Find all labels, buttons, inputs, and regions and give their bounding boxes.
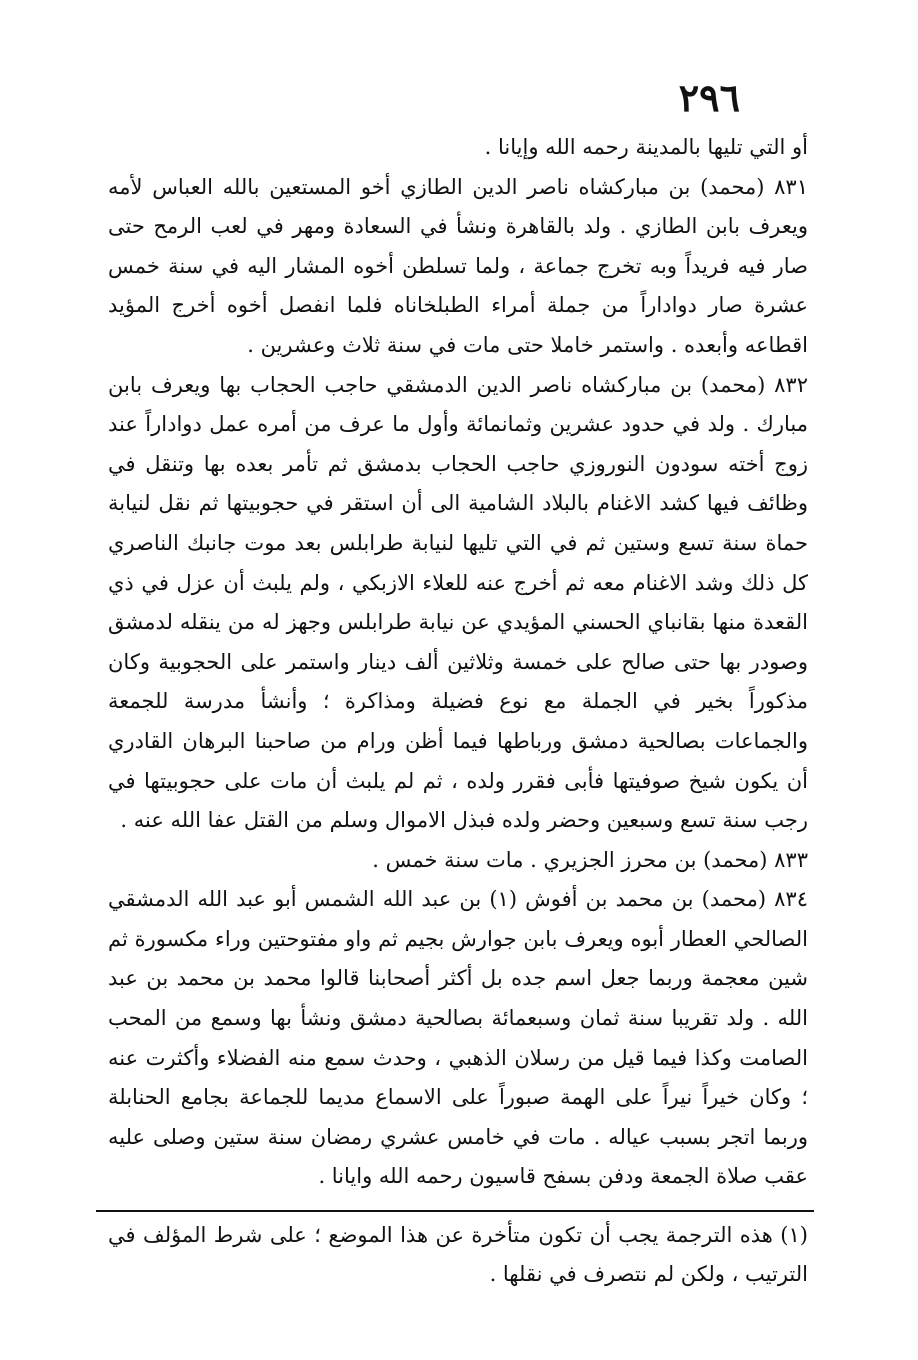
footnotes	[108, 1216, 808, 1294]
footnote-divider	[96, 1210, 814, 1212]
entry-831: ٨٣١ (محمد) بن مباركشاه ناصر الدين الطازي أخو المستعين بالله العباس لأمه ويعرف بابن الطازي . ولد بالقاهرة ونشأ في السعادة ومهر في لعب الرمح حتى صار فيه فريداً وبه تخرج جماعة ، ولما تسلطن أخوه المشار اليه في سنة خمس عشرة صار دواداراً من جملة أمراء الطبلخاناه فلما انفصل أخوه أخرج المؤيد اقطاعه وأبعده . واستمر خاملا حتى مات في سنة ثلاث وعشرين .	[108, 174, 808, 357]
entry-833: ٨٣٣ (محمد) بن محرز الجزيري . مات سنة خمس .	[372, 847, 808, 872]
entry-832: ٨٣٢ (محمد) بن مباركشاه ناصر الدين الدمشقي حاجب الحجاب بها ويعرف بابن مبارك . ولد في حدود عشرين وثمانمائة وأول ما عرف من أمره عمل دواداراً عند زوج أخته سودون النوروزي حاجب الحجاب بدمشق ثم تأمر بعده بها وتنقل في وظائف فيها كشد الاغنام بالبلاد الشامية الى أن استقر في حجوبيتها ثم نقل لنيابة حماة سنة تسع وستين ثم في التي تليها لنيابة طرابلس بعد موت جانبك الناصري كل ذلك وشد الاغنام معه ثم أخرج عنه للعلاء الازبكي ، ولم يلبث أن عزل في ذي القعدة منها بقانباي الحسني المؤيدي عن نيابة طرابلس وجهز له من ينقله لدمشق وصودر بها حتى صالح على خمسة وثلاثين ألف دينار واستمر على الحجوبية وكان مذكوراً بخير في الجملة مع نوع فضيلة ومذاكرة ؛ وأنشأ مدرسة للجمعة والجماعات بصالحية دمشق ورباطها فيما أظن ورام من صاحبنا البرهان القادري أن يكون شيخ صوفيتها فأبى فقرر ولده ، ثم لم يلبث أن مات على حجوبيتها في رجب سنة تسع وسبعين وحضر ولده فبذل الاموال وسلم من القتل عفا الله عنه .	[108, 372, 808, 833]
footnote-1: (١) هذه الترجمة يجب أن تكون متأخرة عن هذا الموضع ؛ على شرط المؤلف في الترتيب ، ولكن لم نتصرف في نقلها .	[108, 1223, 808, 1286]
paragraph-continuation: أو التي تليها بالمدينة رحمه الله وإيانا .	[484, 135, 808, 159]
entry-834: ٨٣٤ (محمد) بن محمد بن أفوش (١) بن عبد الله الشمس أبو عبد الله الدمشقي الصالحي العطار أبوه ويعرف بابن جوارش بجيم ثم واو مفتوحتين وراء مكسورة ثم شين معجمة وربما جعل اسم جده بل أكثر أصحابنا قالوا محمد بن محمد بن عبد الله . ولد تقريبا سنة ثمان وسبعمائة بصالحية دمشق ونشأ بها وسمع من المحب الصامت وكذا فيما قيل من رسلان الذهبي ، وحدث سمع منه الفضلاء وأكثرت عنه ؛ وكان خيراً نيراً على الهمة صبوراً على الاسماع مديما للجماعة بجامع الحنابلة وربما اتجر بسبب عياله . مات في خامس عشري رمضان سنة ستين وصلى عليه عقب صلاة الجمعة ودفن بسفح قاسيون رحمه الله وايانا .	[108, 887, 808, 1189]
page-number: ٢٩٦	[678, 75, 740, 120]
main-text	[108, 128, 808, 1197]
